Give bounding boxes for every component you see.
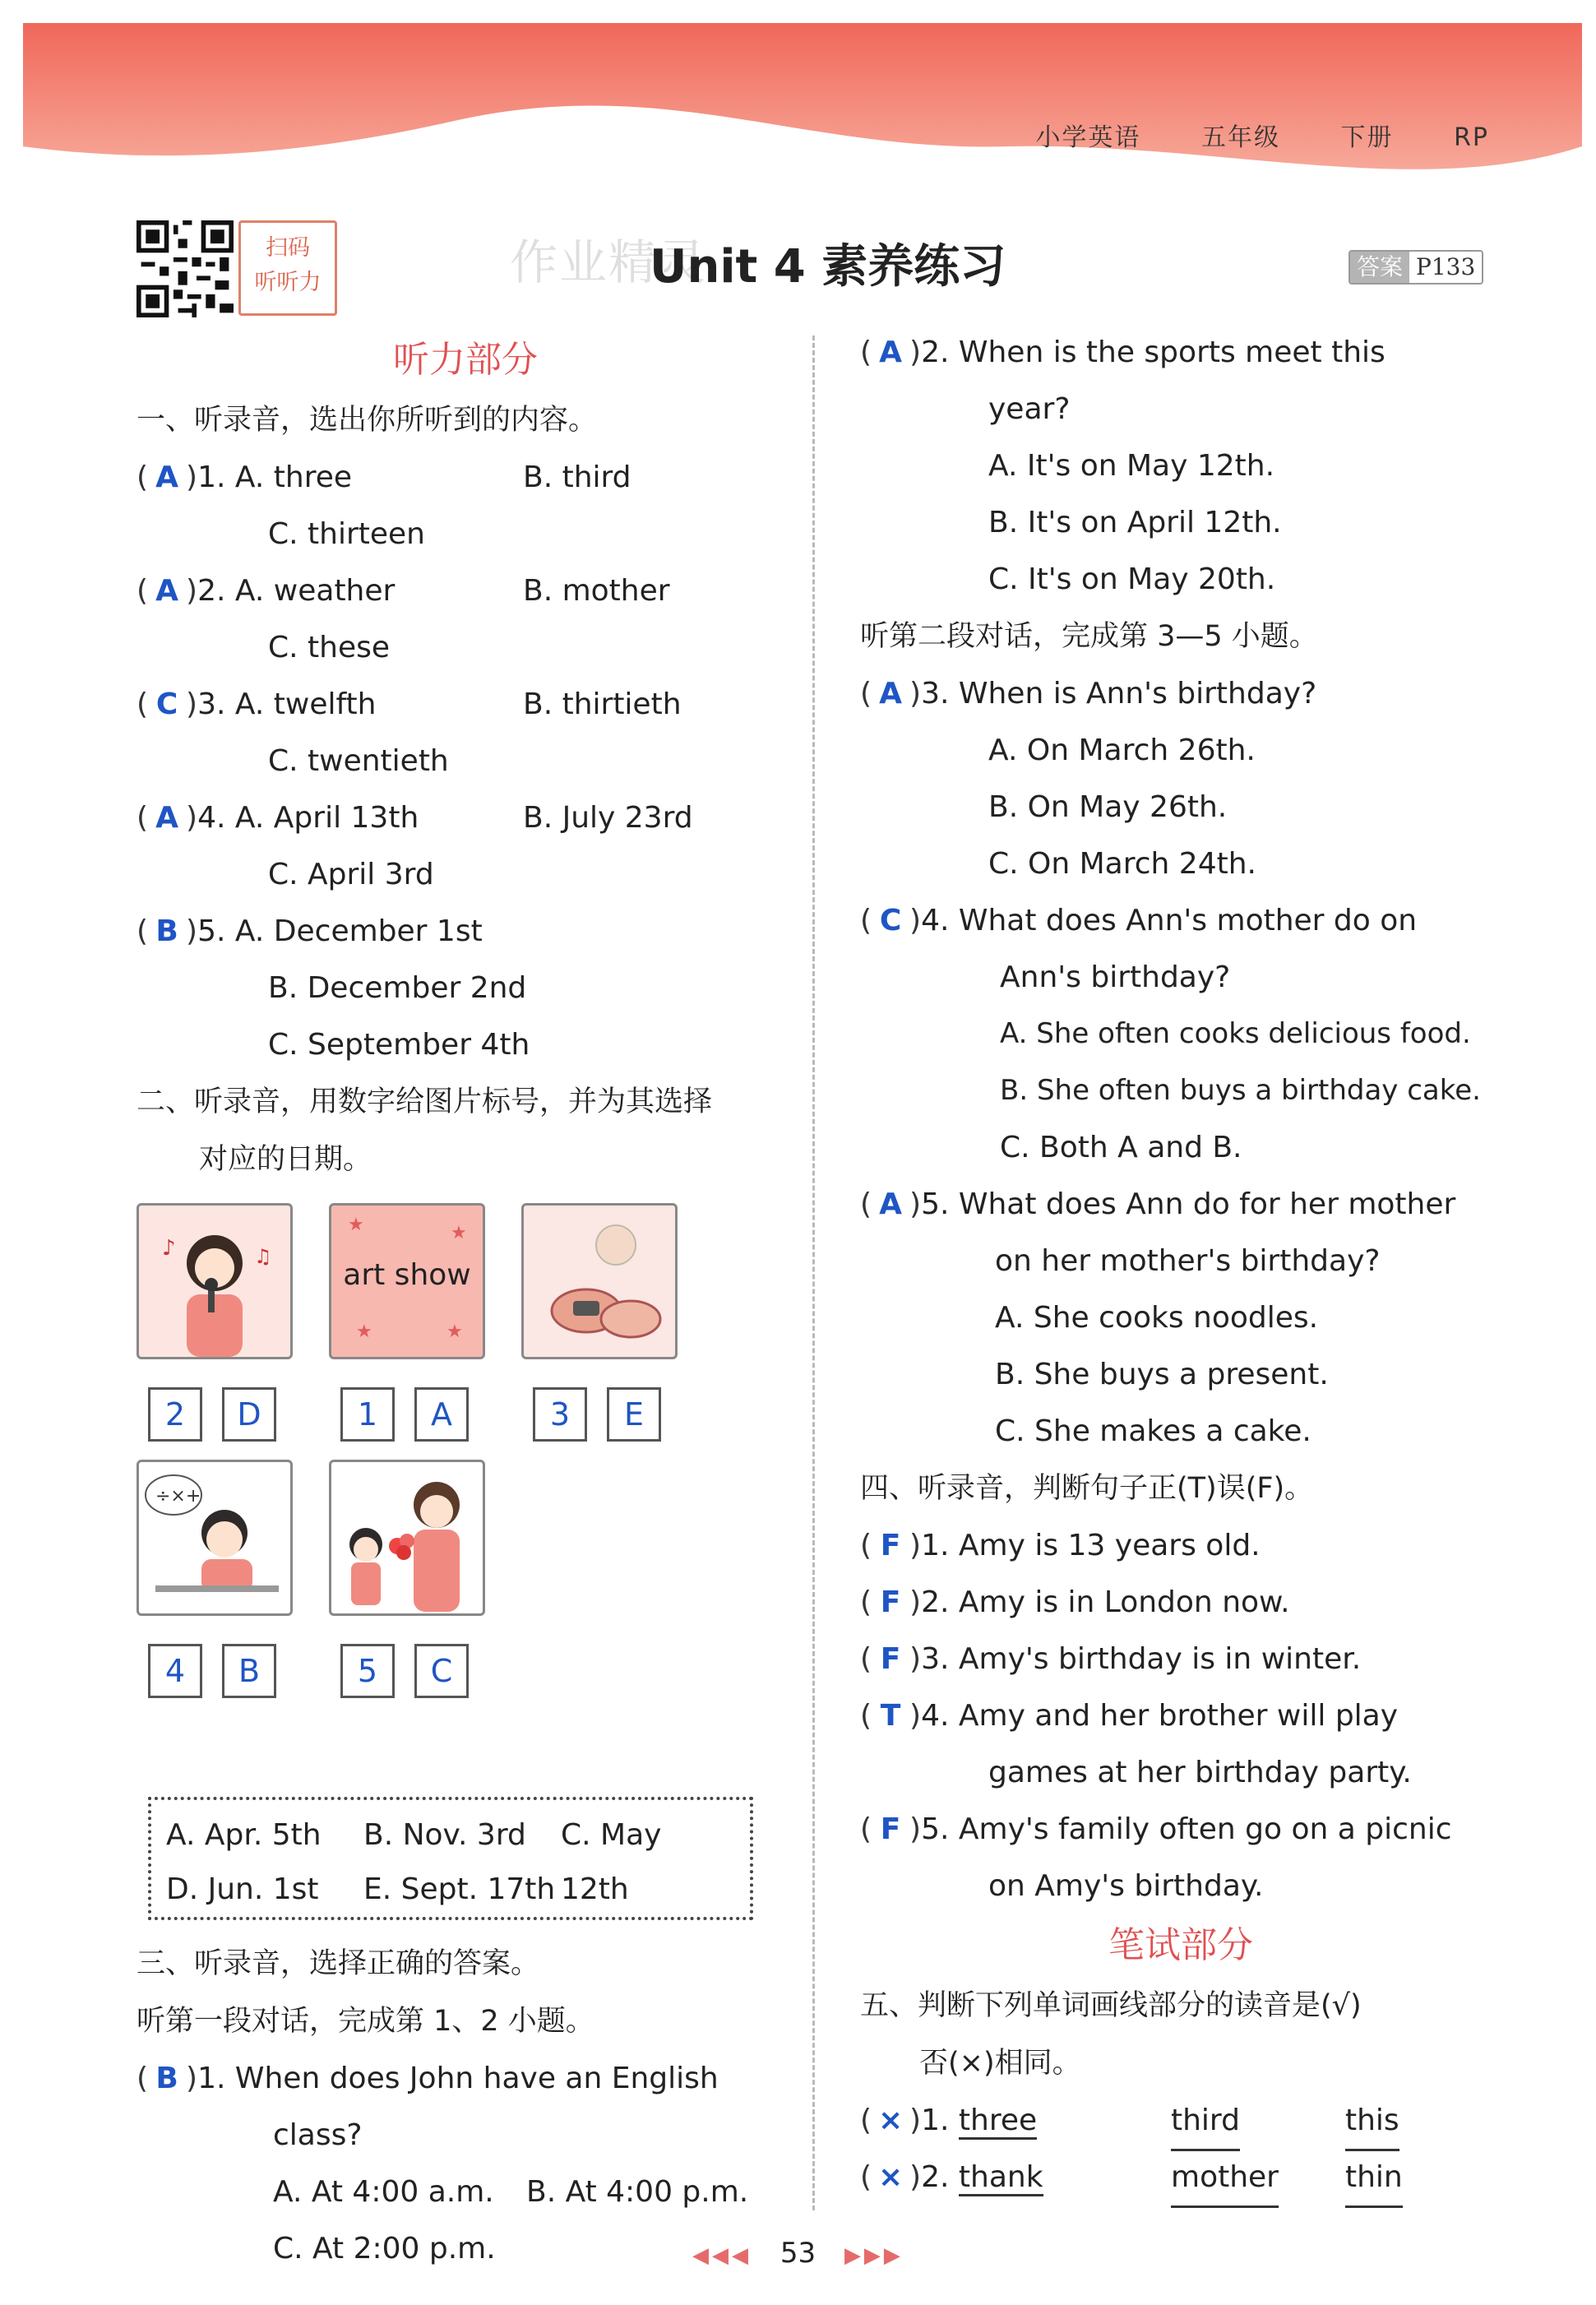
item-number: 1. xyxy=(197,461,226,494)
watermark: 作业精灵 xyxy=(510,234,708,290)
option-c: C. It's on May 20th. xyxy=(988,562,1276,596)
part1-item-3: ( C )3. A. twelfth B. thirtieth C. twentieth xyxy=(136,676,794,789)
option-a: A. weather xyxy=(234,574,396,608)
boy-giving-flowers-icon xyxy=(329,1460,485,1616)
word-2: third xyxy=(1171,2092,1240,2151)
statement-text-cont: games at her birthday party. xyxy=(988,1756,1412,1789)
answer-mark: C xyxy=(155,687,178,721)
option-c: C. September 4th xyxy=(268,1028,530,1062)
page-footer xyxy=(0,2237,1596,2270)
item-number: 5. xyxy=(197,914,226,948)
header-subject: 小学英语 xyxy=(1035,123,1141,152)
statement-text: 5. Amy's family often go on a picnic xyxy=(921,1812,1452,1846)
answer-page: P133 xyxy=(1409,252,1482,283)
scan-to-listen-label xyxy=(238,220,337,316)
part2-instruction-line1: 二、听录音，用数字给图片标号，并为其选择 xyxy=(136,1085,713,1118)
picture-number-box: 2 xyxy=(148,1387,202,1442)
option-b: B. It's on April 12th. xyxy=(988,506,1282,539)
picture-date-letter-box: C xyxy=(414,1644,469,1698)
question-text: 5. What does Ann do for her mother xyxy=(921,1187,1456,1221)
answer-mark: B xyxy=(155,914,178,948)
dialog2-note: 听第二段对话，完成第 3—5 小题。 xyxy=(860,620,1318,653)
picture-date-letter-box: E xyxy=(607,1387,661,1442)
option-a: A. It's on May 12th. xyxy=(988,449,1275,483)
svg-text:÷×+: ÷×+ xyxy=(155,1486,201,1507)
statement-text: 3. Amy's birthday is in winter. xyxy=(921,1642,1362,1676)
part4-item-5: ( F )5. Amy's family often go on a picnic on Amy's birthday. xyxy=(860,1801,1501,1914)
page-number: 53 xyxy=(779,2237,817,2270)
option-c: C. Both A and B. xyxy=(1000,1131,1242,1164)
question-text: 2. When is the sports meet this xyxy=(921,336,1386,369)
option-b: B. She often buys a birthday cake. xyxy=(1000,1074,1481,1107)
part1-item-2: ( A )2. A. weather B. mother C. these xyxy=(136,562,794,676)
statement-text: 1. Amy is 13 years old. xyxy=(921,1529,1261,1562)
option-a: A. On March 26th. xyxy=(988,734,1256,767)
svg-text:★: ★ xyxy=(446,1321,463,1342)
page-title: Unit 4 素养练习 xyxy=(650,240,1006,294)
svg-text:♫: ♫ xyxy=(254,1245,272,1268)
part3-instruction: 三、听录音，选择正确的答案。 xyxy=(136,1947,540,1980)
option-b: B. She buys a present. xyxy=(995,1358,1329,1391)
singing-girl-icon xyxy=(136,1203,293,1359)
answer-mark: F xyxy=(880,1585,901,1619)
listening-heading: 听力部分 xyxy=(393,339,538,381)
header-band xyxy=(23,23,1582,187)
answer-mark: F xyxy=(880,1529,901,1562)
answer-label: 答案 xyxy=(1350,252,1409,283)
part4-item-3: ( F )3. Amy's birthday is in winter. xyxy=(860,1631,1501,1687)
item-number: 2. xyxy=(197,574,226,608)
scan-label-line2: 听听力 xyxy=(254,270,322,295)
item-number: 3. xyxy=(197,687,226,721)
word-2: mother xyxy=(1171,2149,1279,2208)
part3-question-3: ( A )3. When is Ann's birthday? A. On March 26th. B. On May 26th. C. On March 24th. xyxy=(860,665,1501,892)
date-option-a: A. Apr. 5th xyxy=(166,1818,322,1852)
question-text-cont: class? xyxy=(273,2118,363,2152)
picture-date-letter-box: A xyxy=(414,1387,469,1442)
part5-item-2: ( × )2. thank mother thin xyxy=(860,2149,1501,2205)
option-c: C. thirteen xyxy=(268,517,425,551)
answer-mark: A xyxy=(879,1187,902,1221)
part1-item-4: ( A )4. A. April 13th B. July 23rd C. April 3rd xyxy=(136,789,794,903)
header-grade: 五年级 xyxy=(1200,123,1280,152)
scan-label-line1: 扫码 xyxy=(266,235,310,261)
part1-item-5: ( B )5. A. December 1st B. December 2nd C. September 4th xyxy=(136,903,794,1073)
option-a: A. At 4:00 a.m. xyxy=(273,2175,494,2209)
option-a: A. three xyxy=(234,461,353,494)
part3-question-2: ( A )2. When is the sports meet this year? A. It's on May 12th. B. It's on April 12th. C. It's on May 20th. xyxy=(860,324,1501,608)
part3-question-5: ( A )5. What does Ann do for her mother on her mother's birthday? A. She cooks noodles. B. She buys a present. C. She makes a cake. xyxy=(860,1176,1501,1460)
item-number: 2. xyxy=(921,2160,950,2194)
question-text-cont: on her mother's birthday? xyxy=(995,1244,1381,1278)
date-options-box xyxy=(148,1797,753,1920)
answer-mark: × xyxy=(877,2104,904,2137)
written-heading: 笔试部分 xyxy=(1108,1924,1253,1966)
statement-text: 2. Amy is in London now. xyxy=(921,1585,1290,1619)
option-c: C. April 3rd xyxy=(268,858,434,891)
left-column xyxy=(136,329,794,2277)
option-c: C. twentieth xyxy=(268,744,449,778)
answer-mark: A xyxy=(155,574,178,608)
option-b: B. thirtieth xyxy=(523,687,682,721)
option-b: B. mother xyxy=(523,574,670,608)
picture-number-box: 1 xyxy=(340,1387,395,1442)
dialog1-note: 听第一段对话，完成第 1、2 小题。 xyxy=(136,2005,594,2038)
art-show-sign-icon xyxy=(329,1203,485,1359)
part4-item-4: ( T )4. Amy and her brother will play games at her birthday party. xyxy=(860,1687,1501,1801)
column-divider xyxy=(812,336,815,2210)
word-3: thin xyxy=(1345,2149,1403,2208)
answer-mark: × xyxy=(877,2160,904,2194)
svg-text:★: ★ xyxy=(348,1215,364,1235)
statement-text: 4. Amy and her brother will play xyxy=(921,1699,1399,1733)
option-c: C. On March 24th. xyxy=(988,847,1256,881)
part4-instruction: 四、听录音，判断句子正(T)误(F)。 xyxy=(860,1472,1314,1505)
option-b: B. third xyxy=(523,461,631,494)
answer-page-tag xyxy=(1349,250,1483,285)
right-column xyxy=(860,324,1501,2205)
answer-mark: F xyxy=(880,1642,901,1676)
answer-mark: A xyxy=(879,336,902,369)
answer-mark: A xyxy=(155,461,178,494)
option-a: A. twelfth xyxy=(234,687,377,721)
answer-mark: T xyxy=(880,1699,901,1733)
item-number: 4. xyxy=(197,801,226,835)
option-c: C. these xyxy=(268,631,391,664)
mooncakes-icon xyxy=(521,1203,678,1359)
option-c: C. She makes a cake. xyxy=(995,1414,1311,1448)
picture-date-letter-box: D xyxy=(222,1387,276,1442)
picture-matching-area xyxy=(136,1188,794,1830)
statement-text-cont: on Amy's birthday. xyxy=(988,1869,1264,1903)
word-1: three xyxy=(959,2104,1037,2140)
part5-item-1: ( × )1. three third this xyxy=(860,2092,1501,2149)
option-a: A. She often cooks delicious food. xyxy=(1000,1017,1471,1050)
option-a: A. She cooks noodles. xyxy=(995,1301,1319,1335)
date-option-c: C. May 12th xyxy=(561,1818,662,1906)
word-3: this xyxy=(1345,2092,1399,2151)
answer-mark: C xyxy=(879,904,902,937)
option-b: B. December 2nd xyxy=(268,971,527,1005)
word-1: thank xyxy=(959,2160,1043,2196)
picture-number-box: 5 xyxy=(340,1644,395,1698)
part4-item-1: ( F )1. Amy is 13 years old. xyxy=(860,1517,1501,1574)
picture-number-box: 4 xyxy=(148,1644,202,1698)
answer-mark: F xyxy=(880,1812,901,1846)
date-option-b: B. Nov. 3rd xyxy=(363,1818,526,1852)
answer-mark: A xyxy=(155,801,178,835)
svg-text:★: ★ xyxy=(451,1223,467,1243)
question-text: 1. When does John have an English xyxy=(197,2062,719,2095)
question-text-cont: Ann's birthday? xyxy=(1000,960,1231,994)
option-a: A. December 1st xyxy=(234,914,483,948)
part4-item-2: ( F )2. Amy is in London now. xyxy=(860,1574,1501,1631)
question-text-cont: year? xyxy=(988,392,1071,426)
art-show-caption: art show xyxy=(343,1258,471,1292)
date-option-d: D. Jun. 1st xyxy=(166,1872,319,1906)
option-b: B. July 23rd xyxy=(523,801,693,835)
part3-question-1: ( B )1. When does John have an English class? A. At 4:00 a.m. B. At 4:00 p.m. C. At 2:00 p.m. xyxy=(136,2050,794,2277)
option-b: B. At 4:00 p.m. xyxy=(526,2175,749,2209)
question-text: 4. What does Ann's mother do on xyxy=(921,904,1418,937)
answer-mark: A xyxy=(879,677,902,710)
part1-instruction: 一、听录音，选出你所听到的内容。 xyxy=(136,404,598,437)
svg-text:★: ★ xyxy=(356,1321,372,1342)
boy-doing-math-icon xyxy=(136,1460,293,1616)
header-volume: 下册 xyxy=(1340,123,1394,152)
answer-mark: B xyxy=(155,2062,178,2095)
picture-number-box: 3 xyxy=(533,1387,587,1442)
picture-date-letter-box: B xyxy=(222,1644,276,1698)
part5-instruction-line2: 否(×)相同。 xyxy=(919,2047,1081,2080)
part3-question-4: ( C )4. What does Ann's mother do on Ann's birthday? A. She often cooks delicious food. B. She often buys a birthday cake. C. Both A and B. xyxy=(860,892,1501,1176)
date-option-e: E. Sept. 17th xyxy=(363,1872,556,1906)
svg-text:♪: ♪ xyxy=(162,1236,176,1261)
next-arrows-icon: ▶▶▶ xyxy=(844,2243,904,2268)
header-edition: RP xyxy=(1454,123,1489,152)
part1-item-1: ( A )1. A. three B. third C. thirteen xyxy=(136,449,794,562)
part2-instruction-line2: 对应的日期。 xyxy=(199,1143,372,1176)
option-b: B. On May 26th. xyxy=(988,790,1228,824)
question-text: 3. When is Ann's birthday? xyxy=(921,677,1317,710)
part5-instruction-line1: 五、判断下列单词画线部分的读音是(√) xyxy=(860,1989,1362,2022)
item-number: 1. xyxy=(921,2104,950,2137)
qr-code-icon[interactable] xyxy=(136,220,234,317)
option-c: C. At 2:00 p.m. xyxy=(273,2232,496,2266)
header-course-info xyxy=(1007,117,1489,153)
option-a: A. April 13th xyxy=(234,801,419,835)
prev-arrows-icon: ◀◀◀ xyxy=(692,2243,752,2268)
